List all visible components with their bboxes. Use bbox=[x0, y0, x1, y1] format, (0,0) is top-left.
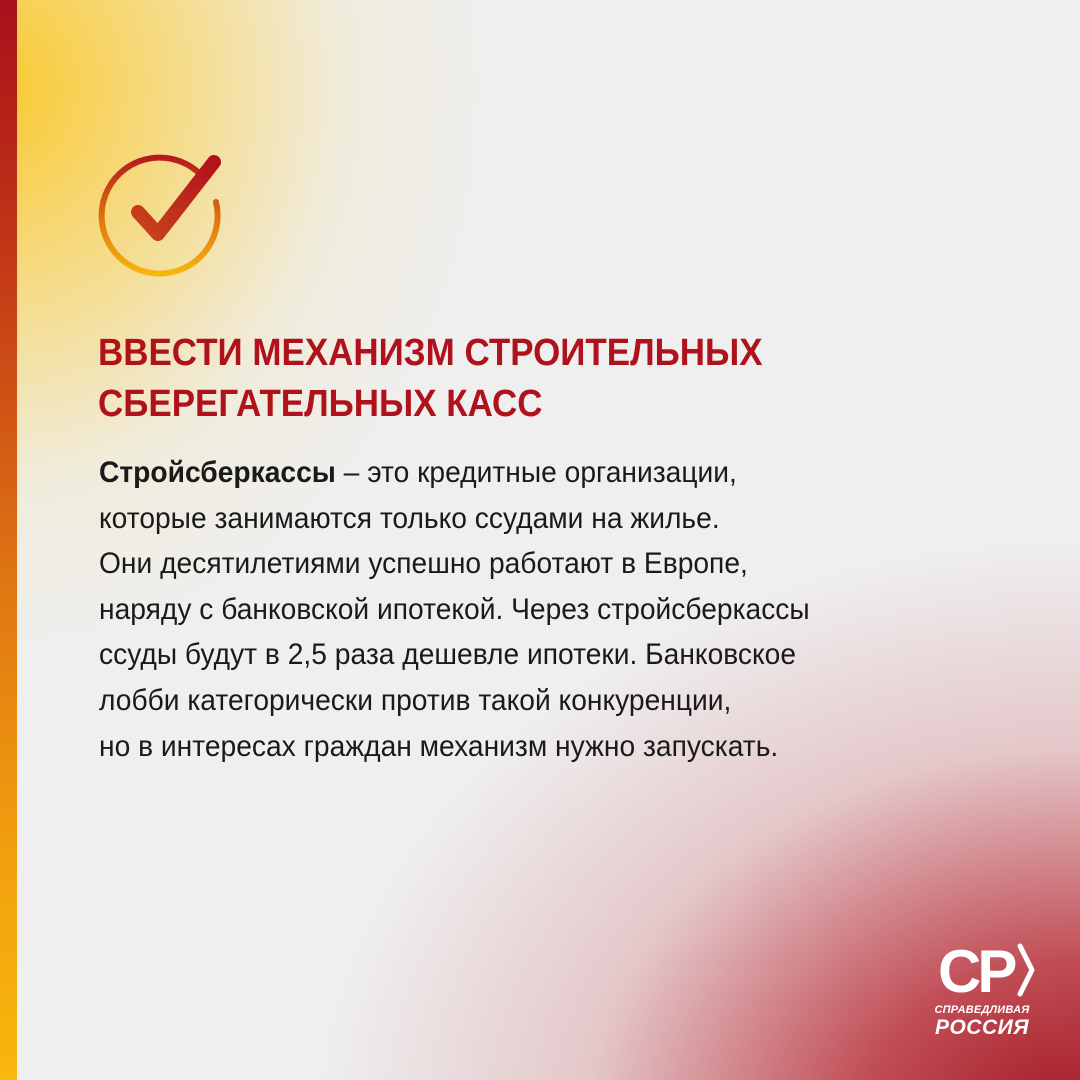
left-accent-bar bbox=[0, 0, 17, 1080]
logo-text-line-2: РОССИЯ bbox=[934, 1016, 1030, 1039]
body-line-7: но в интересах граждан механизм нужно запускать. bbox=[99, 729, 779, 763]
body-line-1-text: – это кредитные организации, bbox=[335, 456, 737, 489]
body-line-3: Они десятилетиями успешно работают в Европе, bbox=[99, 547, 748, 581]
body-term: Стройсберкассы bbox=[99, 456, 336, 489]
body-line-5: ссуды будут в 2,5 раза дешевле ипотеки. Банковское bbox=[99, 638, 797, 672]
logo-mark bbox=[936, 938, 1036, 1002]
body-line-4: наряду с банковской ипотекой. Через стройсберкассы bbox=[99, 592, 810, 626]
party-logo bbox=[926, 938, 1046, 1048]
body-paragraph bbox=[99, 450, 1001, 769]
title-line-1: ВВЕСТИ МЕХАНИЗМ СТРОИТЕЛЬНЫХ bbox=[98, 332, 763, 374]
body-line-6: лобби категорически против такой конкуренции, bbox=[99, 683, 732, 717]
body-line-2: которые занимаются только ссудами на жилье. bbox=[99, 501, 720, 535]
body-line-1 bbox=[99, 450, 1001, 496]
logo-text-line-1: СПРАВЕДЛИВАЯ bbox=[934, 1004, 1030, 1016]
page-title bbox=[98, 328, 763, 430]
title-line-2: СБЕРЕГАТЕЛЬНЫХ КАСС bbox=[98, 383, 543, 425]
checkmark-circle-icon bbox=[96, 150, 228, 282]
logo-mark-text: СР bbox=[938, 938, 1014, 1002]
